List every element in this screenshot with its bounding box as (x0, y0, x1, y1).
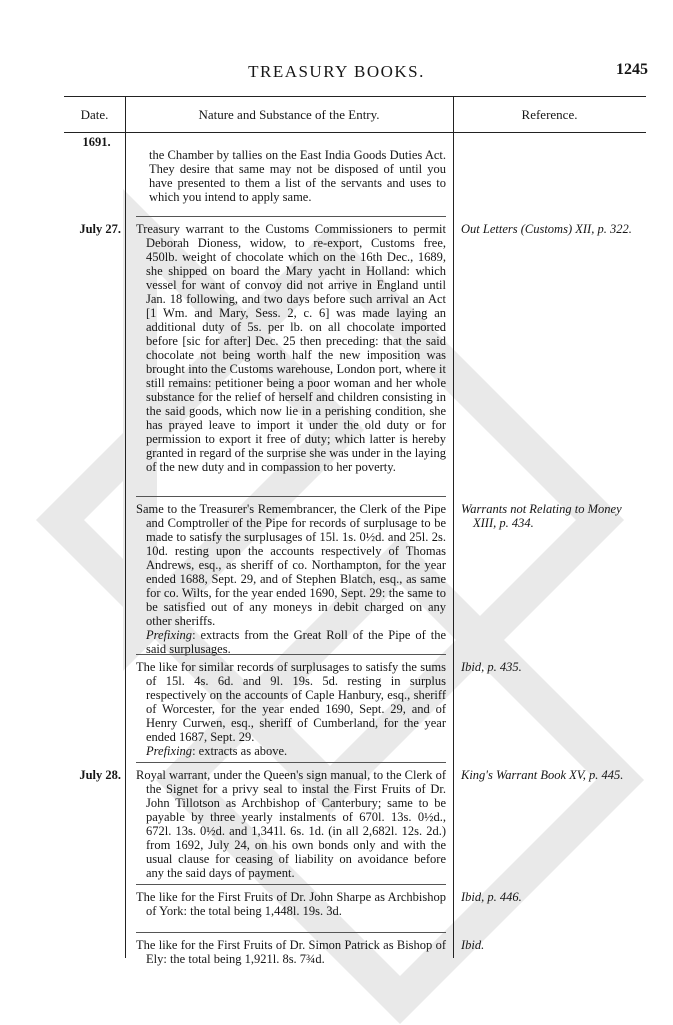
entry-text: the Chamber by tallies on the East India Goods Duties Act. They desire that same may not be disposed of until you have presented to them a list of the servants and uses to which you intend to apply same. (149, 148, 446, 204)
entry-text-block (136, 502, 446, 656)
entry-separator (136, 762, 446, 763)
entry-text: The like for the First Fruits of Dr. Simon Patrick as Bishop of Ely: the total being 1,921l. 8s. 7¾d. (136, 938, 446, 966)
column-divider-date (125, 96, 126, 958)
entry-text: Treasury warrant to the Customs Commissioners to permit Deborah Dioness, widow, to re-export, Customs free, 450lb. weight of chocolate which on the 16th Dec., 1689, she shipped on board the Mary yacht in Holland: which vessel for want of convoy did not arrive in England until Jan. 18 following, and two days before such arrival an Act [1 Wm. and Mary, Sess. 2, c. 6] was made laying an additional duty of 5s. per lb. on all chocolate imported before [sic for after] Dec. 25 then preceding: that the said chocolate not being worth half the new imposition was brought into the Customs warehouse, London port, where it still remains: petitioner being a poor woman and her whole substance for the relief of herself and children consisting in the said goods, which now lie in a perishing condition, she has prayed leave to import it under the old duty or for permission to export it free of duty; which latter is hereby granted in regard of the surprise she was under in the laying of the new duty and in compassion to her poverty. (136, 222, 446, 474)
entry-text: The like for the First Fruits of Dr. John Sharpe as Archbishop of York: the total being 1,448l. 19s. 3d. (136, 890, 446, 918)
column-header-reference: Reference. (521, 107, 578, 122)
entry-text-block (136, 660, 446, 758)
entry-reference: Warrants not Relating to Money XIII, p. 434. (461, 502, 622, 530)
column-header-entry: Nature and Substance of the Entry. (198, 107, 380, 122)
column-divider-reference (453, 96, 454, 958)
entry-reference: Ibid, p. 446. (461, 890, 522, 904)
entry-date: July 27. (79, 222, 121, 236)
prefix-label: Prefixing (146, 628, 193, 642)
table-header-rule (64, 132, 646, 133)
prefix-line (146, 628, 446, 656)
prefix-line (146, 744, 287, 758)
column-header-date: Date. (80, 107, 109, 122)
entry-date: July 28. (79, 768, 121, 782)
prefix-text: : extracts as above. (192, 744, 288, 758)
entry-reference: Out Letters (Customs) XII, p. 322. (461, 222, 632, 236)
entry-separator (136, 496, 446, 497)
entry-reference: Ibid. (461, 938, 485, 952)
table-top-rule (64, 96, 646, 97)
entry-separator (136, 216, 446, 217)
page-number: 1245 (616, 61, 648, 78)
entry-reference: King's Warrant Book XV, p. 445. (461, 768, 624, 782)
entry-reference: Ibid, p. 435. (461, 660, 522, 674)
entry-text: Same to the Treasurer's Remembrancer, the Clerk of the Pipe and Comptroller of the Pipe for records of surplusage to be made to satisfy the surplusages of 15l. 1s. 0½d. and 25l. 2s. 10d. resting upon the accounts respectively of Thomas Andrews, esq., as sheriff of co. Northampton, for the year ended 1688, Sept. 29, and of Stephen Blatch, esq., as same for co. Wilts, for the year ended 1690, Sept. 29: the same to be satisfied out of any moneys in debit charged on any other sheriffs. (136, 502, 446, 628)
entry-separator (136, 884, 446, 885)
entry-separator (136, 654, 446, 655)
entry-text: The like for similar records of surplusages to satisfy the sums of 15l. 4s. 6d. and 9l. 19s. 5d. resting in surplus respectively on the accounts of Caple Hanbury, esq., sheriff of Worcester, for the year ended 1690, Sept. 29, and of Henry Curwen, esq., sheriff of Cumberland, for the year ended 1687, Sept. 29. (136, 660, 446, 744)
running-title: TREASURY BOOKS. (248, 62, 425, 81)
entry-separator (136, 932, 446, 933)
prefix-text: : extracts from the Great Roll of the Pipe of the said surplusages. (146, 628, 446, 656)
entry-text: Royal warrant, under the Queen's sign manual, to the Clerk of the Signet for a privy seal to instal the First Fruits of Dr. John Tillotson as Archbishop of Canterbury; same to be payable by three yearly instalments of 670l. 13s. 0½d., 672l. 13s. 0½d. and 1,341l. 6s. 1d. (in all 2,682l. 12s. 2d.) from 1692, July 24, on his own bonds only and with the usual clause for ceasing of liability on avoidance before any the said days of payment. (136, 768, 446, 880)
year-label: 1691. (82, 135, 111, 149)
prefix-label: Prefixing (146, 744, 193, 758)
